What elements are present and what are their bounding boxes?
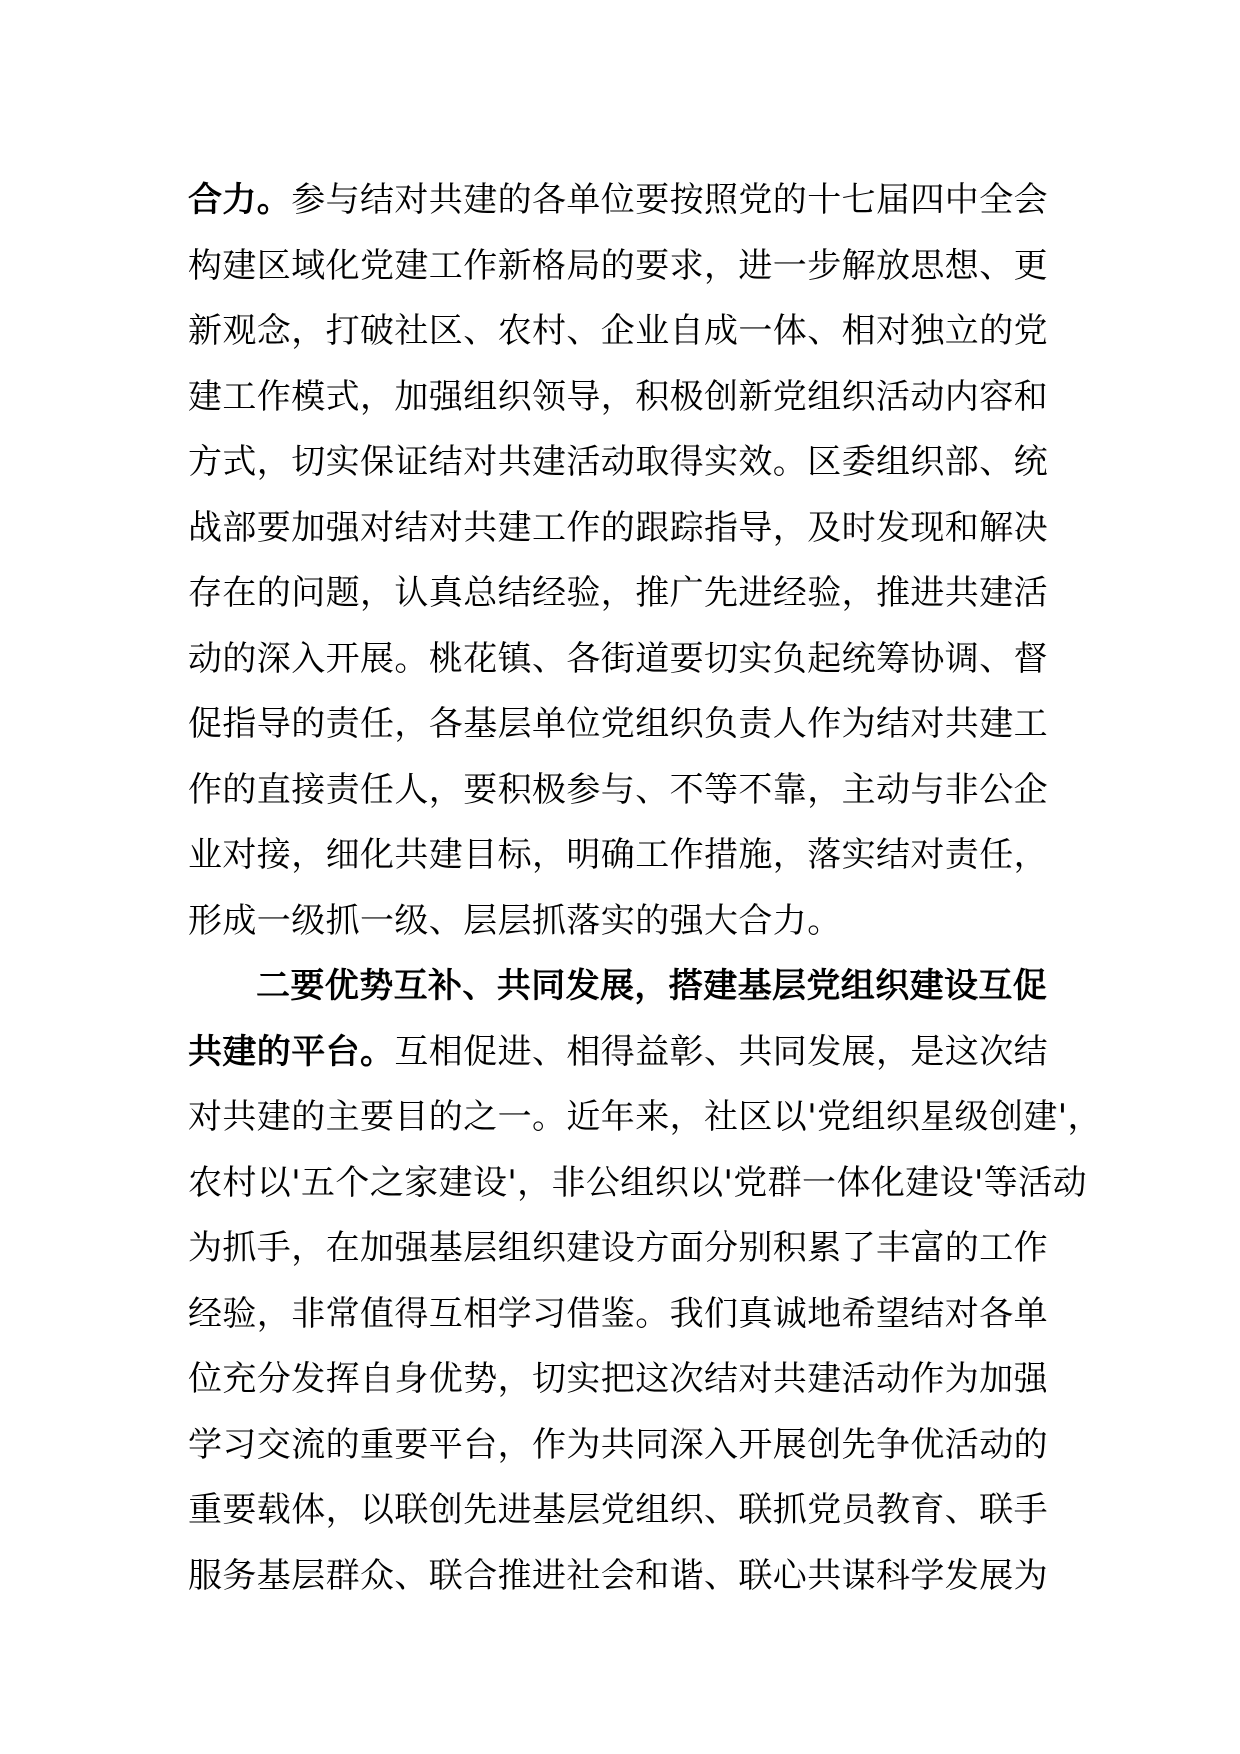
text-line-14 bbox=[188, 1020, 1050, 1086]
text-line-2 bbox=[188, 234, 1050, 300]
section-heading-end: 共建的平台。 bbox=[188, 1031, 395, 1072]
line-text: 存在的问题，认真总结经验，推广先进经验，推进共建活 bbox=[188, 573, 1048, 613]
text-line-15 bbox=[188, 1085, 1102, 1151]
line-text: 业对接，细化共建目标，明确工作措施，落实结对责任， bbox=[188, 835, 1048, 875]
text-line-3 bbox=[188, 299, 1050, 365]
text-line-6 bbox=[188, 496, 1050, 562]
text-line-5 bbox=[188, 430, 1050, 496]
bold-lead-in: 合力。 bbox=[188, 180, 292, 220]
text-line-8 bbox=[188, 627, 1050, 693]
line-text: 作的直接责任人，要积极参与、不等不靠，主动与非公企 bbox=[188, 769, 1048, 810]
line-text: 形成一级抓一级、层层抓落实的强大合力。 bbox=[188, 900, 842, 941]
line-text: 重要载体，以联创先进基层党组织、联抓党员教育、联手 bbox=[188, 1490, 1048, 1530]
text-line-18 bbox=[188, 1282, 1050, 1348]
line-text: 方式，切实保证结对共建活动取得实效。区委组织部、统 bbox=[188, 442, 1048, 482]
line-text: 建工作模式，加强组织领导，积极创新党组织活动内容和 bbox=[188, 376, 1048, 417]
line-text: 经验，非常值得互相学习借鉴。我们真诚地希望结对各单 bbox=[188, 1293, 1048, 1334]
text-line-16 bbox=[188, 1151, 1087, 1217]
text-line-11 bbox=[188, 823, 1050, 889]
line-text: 互相促进、相得益彰、共同发展，是这次结 bbox=[394, 1031, 1049, 1072]
text-line-9 bbox=[188, 692, 1050, 758]
section-heading: 二要优势互补、共同发展，搭建基层党组织建设互促 bbox=[256, 966, 1048, 1006]
text-line-1 bbox=[188, 168, 1050, 234]
text-line-21 bbox=[188, 1478, 1050, 1544]
line-text: 构建区域化党建工作新格局的要求，进一步解放思想、更 bbox=[188, 245, 1048, 286]
line-text: 促指导的责任，各基层单位党组织负责人作为结对共建工 bbox=[188, 704, 1048, 744]
text-line-12 bbox=[188, 889, 1050, 955]
line-text: 对共建的主要目的之一。近年来，社区以'党组织星级创建'， bbox=[188, 1097, 1102, 1137]
line-text: 位充分发挥自身优势，切实把这次结对共建活动作为加强 bbox=[188, 1359, 1048, 1399]
text-line-17 bbox=[188, 1216, 1050, 1282]
line-text: 战部要加强对结对共建工作的跟踪指导，及时发现和解决 bbox=[188, 507, 1048, 548]
text-line-4 bbox=[188, 365, 1050, 431]
line-text: 动的深入开展。桃花镇、各街道要切实负起统筹协调、督 bbox=[188, 638, 1048, 679]
line-text: 农村以'五个之家建设'，非公组织以'党群一体化建设'等活动 bbox=[188, 1162, 1087, 1203]
text-line-7 bbox=[188, 561, 1050, 627]
line-text: 参与结对共建的各单位要按照党的十七届四中全会 bbox=[291, 180, 1049, 220]
line-text: 为抓手，在加强基层组织建设方面分别积累了丰富的工作 bbox=[188, 1228, 1048, 1268]
line-text: 服务基层群众、联合推进社会和谐、联心共谋科学发展为 bbox=[188, 1555, 1048, 1596]
text-line-19 bbox=[188, 1347, 1050, 1413]
text-line-22 bbox=[188, 1544, 1050, 1610]
line-text: 学习交流的重要平台，作为共同深入开展创先争优活动的 bbox=[188, 1424, 1048, 1465]
body-text bbox=[188, 168, 1102, 1609]
text-line-13 bbox=[188, 954, 1050, 1020]
line-text: 新观念，打破社区、农村、企业自成一体、相对独立的党 bbox=[188, 311, 1048, 351]
text-line-10 bbox=[188, 758, 1050, 824]
text-line-20 bbox=[188, 1413, 1050, 1479]
